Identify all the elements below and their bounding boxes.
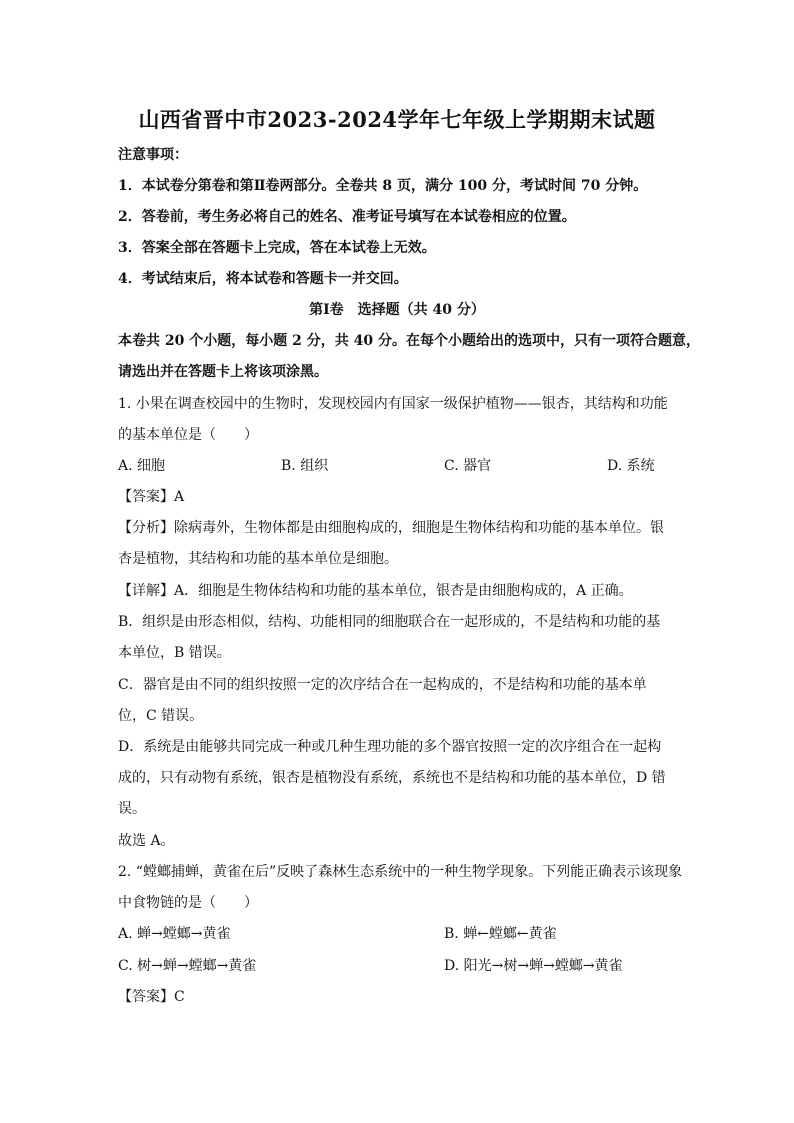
section-instructions: 本卷共 20 个小题，每小题 2 分，共 40 分。在每个小题给出的选项中，只有一项符合题意， — [118, 333, 700, 349]
section-title: 第Ⅰ卷 选择题（共 40 分） — [309, 302, 485, 318]
q2-answer: 【答案】C — [118, 989, 185, 1005]
q1-answer: 【答案】A — [118, 489, 185, 505]
q1-detail: 【详解】A．细胞是生物体结构和功能的基本单位，银杏是由细胞构成的，A 正确。 — [118, 583, 633, 599]
notice-item: 1．本试卷分第卷和第Ⅱ卷两部分。全卷共 8 页，满分 100 分，考试时间 70 分钟。 — [118, 178, 648, 194]
q1-option-a: A. 细胞 — [118, 458, 166, 474]
notice-heading: 注意事项： — [118, 147, 188, 163]
exam-title: 山西省晋中市2023-2024学年七年级上学期期末试题 — [138, 107, 656, 132]
question-2-stem: 中食物链的是（ ） — [118, 895, 258, 911]
question-1-stem: 1. 小果在调查校园中的生物时，发现校园内有国家一级保护植物——银杏，其结构和功能 — [118, 396, 668, 412]
q1-detail: D．系统是由能够共同完成一种或几种生理功能的多个器官按照一定的次序组合在一起构 — [118, 739, 662, 755]
q1-detail: 故选 A。 — [118, 833, 175, 849]
q1-detail: C．器官是由不同的组织按照一定的次序结合在一起构成的，不是结构和功能的基本单 — [118, 677, 647, 693]
q1-analysis: 杏是植物，其结构和功能的基本单位是细胞。 — [118, 551, 398, 567]
q2-option-a: A. 蝉→螳螂→黄雀 — [118, 926, 231, 942]
q2-option-d: D. 阳光→树→蝉→螳螂→黄雀 — [444, 958, 623, 974]
q2-option-b: B. 蝉←螳螂←黄雀 — [444, 926, 557, 942]
q1-analysis: 【分析】除病毒外，生物体都是由细胞构成的，细胞是生物体结构和功能的基本单位。银 — [118, 520, 664, 536]
q1-detail: B．组织是由形态相似，结构、功能相同的细胞联合在一起形成的，不是结构和功能的基 — [118, 614, 661, 630]
q1-option-b: B. 组织 — [281, 458, 329, 474]
question-1-stem: 的基本单位是（ ） — [118, 427, 258, 443]
section-instructions: 请选出并在答题卡上将该项涂黑。 — [118, 364, 328, 380]
q1-detail: 本单位，B 错误。 — [118, 645, 231, 661]
notice-item: 2．答卷前，考生务必将自己的姓名、准考证号填写在本试卷相应的位置。 — [118, 209, 576, 225]
question-2-stem: 2. “螳螂捕蝉，黄雀在后”反映了森林生态系统中的一种生物学现象。下列能正确表示该现象 — [118, 864, 683, 880]
notice-item: 3．答案全部在答题卡上完成，答在本试卷上无效。 — [118, 240, 436, 256]
q1-detail: 误。 — [118, 801, 146, 817]
q2-option-c: C. 树→蝉→螳螂→黄雀 — [118, 958, 257, 974]
q1-detail: 位，C 错误。 — [118, 708, 204, 724]
q1-option-c: C. 器官 — [444, 458, 492, 474]
q1-option-d: D. 系统 — [607, 458, 655, 474]
q1-detail: 成的，只有动物有系统，银杏是植物没有系统，系统也不是结构和功能的基本单位，D 错 — [118, 770, 666, 786]
notice-item: 4．考试结束后，将本试卷和答题卡一并交回。 — [118, 271, 408, 287]
